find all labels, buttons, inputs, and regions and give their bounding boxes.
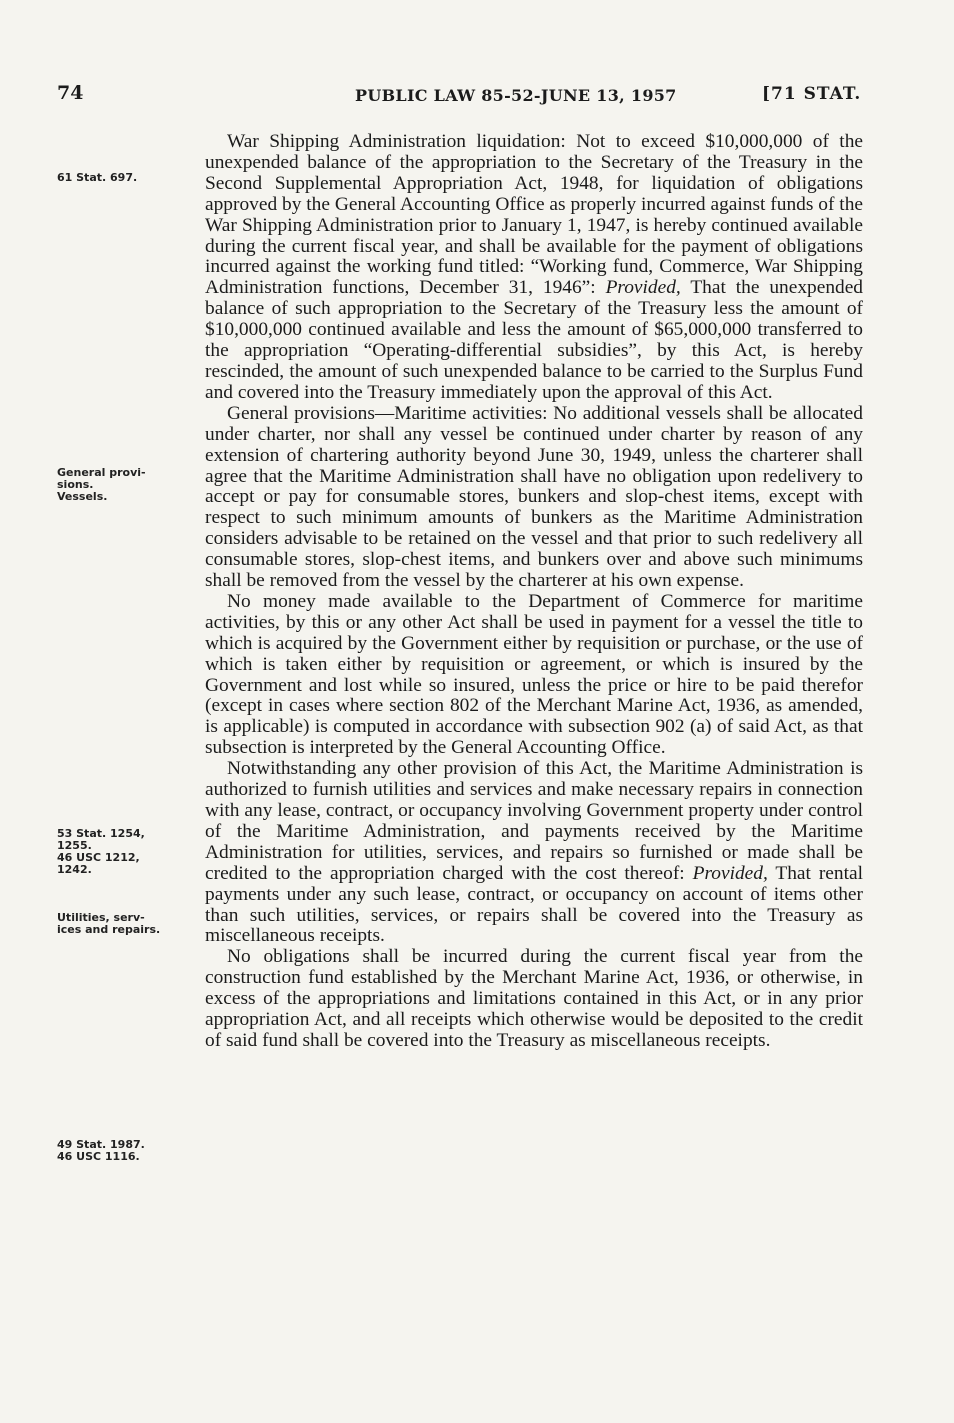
body-text	[205, 132, 863, 1052]
paragraph-general-provisions: General provisions—Maritime activities: No additional vessels shall be allocated under charter, nor shall any vessel be continued under charter by reason of any extension of chartering authority beyond June 30, 1949, unless the charterer shall agree that the Maritime Administration shall have no obligation upon redelivery to accept or pay for consumable stores, bunkers and slop-chest items, except with respect to such minimum amounts of bunkers as the Maritime Administration considers advisable to be retained on the vessel and that prior to such redelivery all consumable stores, slop-chest items, and bunkers over and above such minimums shall be removed from the vessel by the charterer at his own expense.	[205, 402, 863, 592]
margin-note-61-stat: 61 Stat. 697.	[57, 171, 138, 184]
statute-volume: [71 STAT.	[762, 84, 862, 104]
paragraph-war-shipping-liquidation: War Shipping Administration liquidation: Not to exceed $10,000,000 of the unexpended balance of the appropriation to the Secretary of the Treasury in the Second Supplemental Appropriation Act, 1948, for liquidation of obligations approved by the General Accounting Office as properly incurred against funds of the War Shipping Administration prior to January 1, 1947, is hereby continued available during the current fiscal year, and shall be available for the payment of obligations incurred against the working fund titled: “Working fund, Commerce, War Shipping Administration functions, December 31, 1946”: Provided, That the unexpended balance of such appropriation to the Secretary of the Treasury less the amount of $10,000,000 continued available and less the amount of $65,000,000 transferred to the appropriation “Operating-differential subsidies”, by this Act, is hereby rescinded, the amount of such unexpended balance to be carried to the Surplus Fund and covered into the Treasury immediately upon the approval of this Act.	[205, 131, 864, 403]
margin-note-49-stat: 49 Stat. 1987. 46 USC 1116.	[57, 1138, 145, 1163]
margin-note-53-stat: 53 Stat. 1254, 1255. 46 USC 1212, 1242.	[57, 827, 145, 876]
page-number: 74	[57, 82, 84, 104]
running-header	[0, 82, 954, 112]
paragraph-construction-fund: No obligations shall be incurred during the current fiscal year from the construction fund established by the Merchant Marine Act, 1936, or otherwise, in excess of the appropriations and limitations contained in this Act, or in any prior appropriation Act, and all receipts which otherwise would be deposited to the credit of said fund shall be covered into the Treasury as miscellaneous receipts.	[205, 946, 863, 1051]
margin-note-utilities: Utilities, serv- ices and repairs.	[57, 911, 161, 936]
paragraph-vessel-payment: No money made available to the Department of Commerce for maritime activities, by this or any other Act shall be used in payment for a vessel the title to which is acquired by the Government either by requisition or purchase, or the use of which is taken either by requisition or agreement, or which is insured by the Government and lost while so insured, unless the price or hire to be paid therefor (except in cases where section 802 of the Merchant Marine Act, 1936, as amended, is applicable) is computed in accordance with subsection 902 (a) of said Act, as that subsection is interpreted by the General Accounting Office.	[205, 590, 863, 759]
paragraph-utilities-services: Notwithstanding any other provision of this Act, the Maritime Administration is authorized to furnish utilities and services and make necessary repairs in connection with any lease, contract, or occupancy involving Government property under control of the Maritime Administration, and payments received by the Maritime Administration for utilities, services, and repairs so furnished or made shall be credited to the appropriation charged with the cost thereof: Provided, That rental payments under any such lease, contract, or occupancy on account of items other than such utilities, services, or repairs shall be covered into the Treasury as miscellaneous receipts.	[205, 758, 863, 947]
margin-note-general-provisions: General provi- sions. Vessels.	[57, 466, 146, 503]
running-title: PUBLIC LAW 85-52-JUNE 13, 1957	[355, 86, 677, 105]
